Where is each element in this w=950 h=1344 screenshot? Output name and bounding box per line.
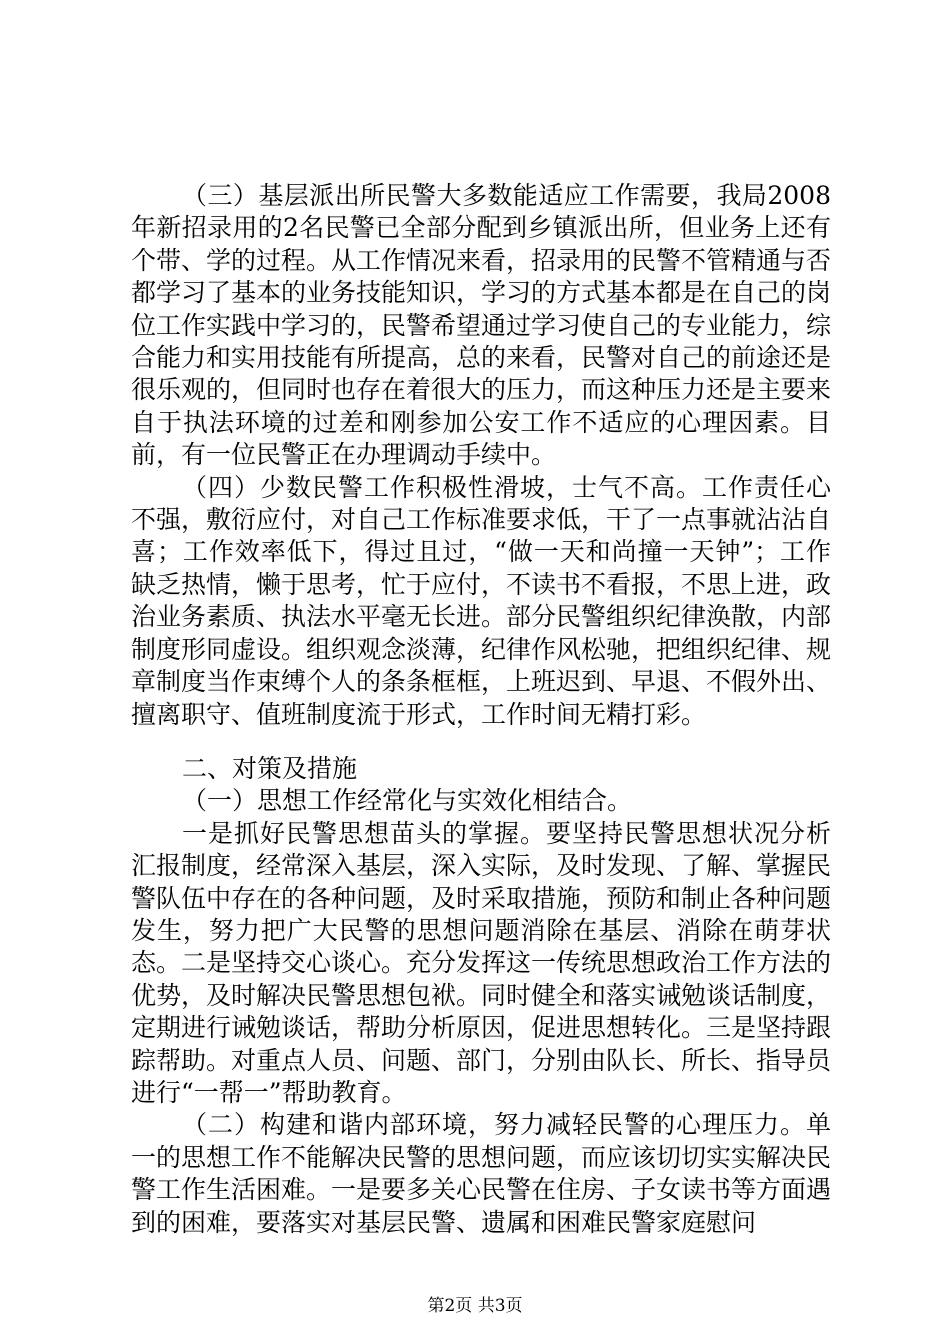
paragraph-section-4: （四）少数民警工作积极性滑坡，士气不高。工作责任心不强，敷衍应付，对自己工作标准要求低，干了一点事就沾沾自喜；工作效率低下，得过且过，“做一天和尚撞一天钟”；工作缺乏热情，懒于思考，忙于应付，不读书不看报，不思上进，政治业务素质、执法水平毫无长进。部分民警组织纪律涣散，内部制度形同虚设。组织观念淡薄，纪律作风松驰，把组织纪律、规章制度当作束缚个人的条条框框，上班迟到、早退、不假外出、擅离职守、值班制度流于形式，工作时间无精打彩。 — [131, 472, 832, 729]
section-heading-countermeasures: 二、对策及措施 — [182, 753, 358, 783]
page-footer: 第2页 共3页 — [427, 1296, 523, 1316]
paragraph-harmonious-environment: （二）构建和谐内部环境，努力减轻民警的心理压力。单一的思想工作不能解决民警的思想问题，而应该切切实实解决民警工作生活困难。一是要多关心民警在住房、子女读书等方面遇到的困难，要落实对基层民警、遗属和困难民警家庭慰问 — [131, 1110, 832, 1237]
paragraph-ideological-measures: 一是抓好民警思想苗头的掌握。要坚持民警思想状况分析汇报制度，经常深入基层，深入实际，及时发现、了解、掌握民警队伍中存在的各种问题，及时采取措施，预防和制止各种问题发生，努力把广大民警的思想问题消除在基层、消除在萌芽状态。二是坚持交心谈心。充分发挥这一传统思想政治工作方法的优势，及时解决民警思想包袱。同时健全和落实诫勉谈话制度，定期进行诫勉谈话，帮助分析原因，促进思想转化。三是坚持跟踪帮助。对重点人员、问题、部门，分别由队长、所长、指导员进行“一帮一”帮助教育。 — [131, 818, 832, 1107]
paragraph-section-3: （三）基层派出所民警大多数能适应工作需要，我局2008年新招录用的2名民警已全部分配到乡镇派出所，但业务上还有个带、学的过程。从工作情况来看，招录用的民警不管精通与否都学习了基本的业务技能知识，学习的方式基本都是在自己的岗位工作实践中学习的，民警希望通过学习使自己的专业能力，综合能力和实用技能有所提高，总的来看，民警对自己的前途还是很乐观的，但同时也存在着很大的压力，而这种压力还是主要来自于执法环境的过差和刚参加公安工作不适应的心理因素。目前，有一位民警正在办理调动手续中。 — [131, 181, 832, 470]
document-body — [131, 180, 831, 1239]
subheading-ideological-work: （一）思想工作经常化与实效化相结合。 — [182, 786, 633, 816]
